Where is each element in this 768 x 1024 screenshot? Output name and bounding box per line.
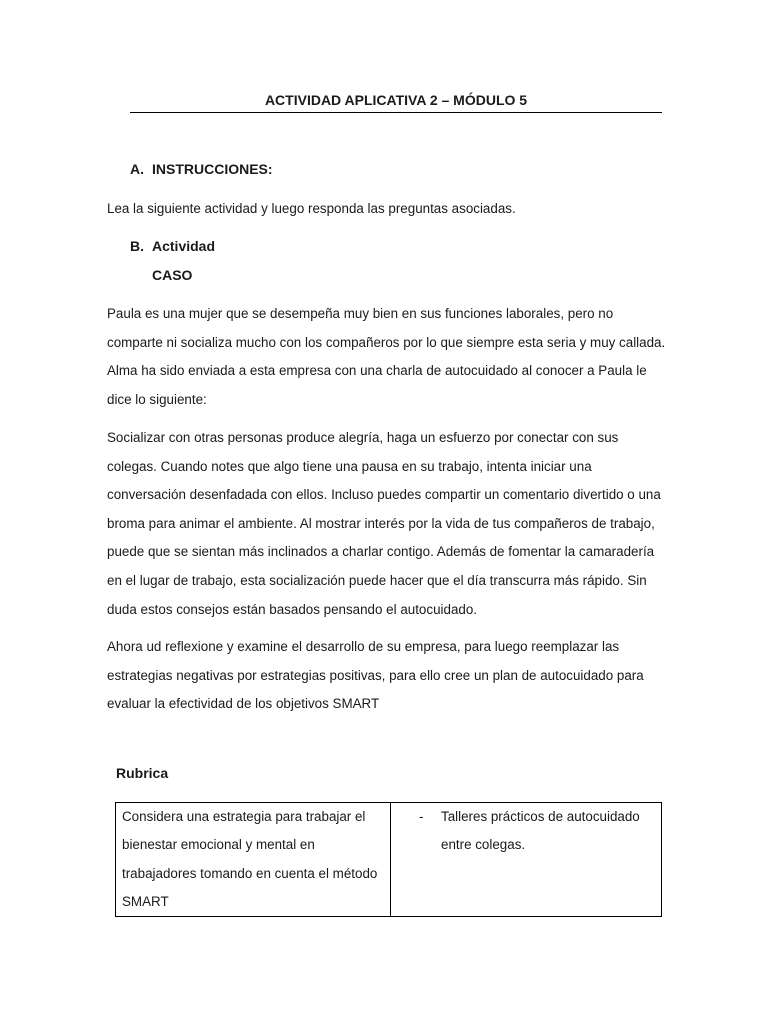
document-title: ACTIVIDAD APLICATIVA 2 – MÓDULO 5 bbox=[130, 92, 662, 113]
case-subheading: CASO bbox=[152, 267, 193, 283]
task-paragraph: Ahora ud reflexione y examine el desarrollo de su empresa, para luego reemplazar las estrategias negativas por estrategias positivas, para ello cree un plan de autocuidado para evaluar la efectividad de los objetivos SMART bbox=[107, 639, 644, 712]
rubric-title: Rubrica bbox=[116, 765, 169, 781]
instructions-text: Lea la siguiente actividad y luego responda las preguntas asociadas. bbox=[107, 201, 516, 216]
case-paragraph: Paula es una mujer que se desempeña muy bien en sus funciones laborales, pero no comparte ni socializa mucho con los compañeros por lo que siempre esta seria y muy callada. Alma ha sido enviada a esta empresa con una charla de autocuidado al conocer a Paula le dice lo siguiente: bbox=[107, 306, 666, 407]
rubric-response-cell bbox=[391, 803, 661, 916]
rubric-criterion-cell: Considera una estrategia para trabajar el bienestar emocional y mental en trabajadores tomando en cuenta el método SMART bbox=[116, 803, 391, 916]
bullet-dash: - bbox=[419, 809, 424, 824]
section-a-letter: A. bbox=[130, 161, 144, 177]
section-b-heading bbox=[130, 238, 215, 254]
rubric-table bbox=[115, 802, 662, 917]
section-a-title: INSTRUCCIONES: bbox=[152, 161, 273, 177]
section-a-heading bbox=[130, 161, 273, 177]
section-b-letter: B. bbox=[130, 238, 144, 254]
rubric-response-text: Talleres prácticos de autocuidado entre colegas. bbox=[441, 809, 640, 853]
section-b-title: Actividad bbox=[152, 238, 216, 254]
quote-paragraph: Socializar con otras personas produce alegría, haga un esfuerzo por conectar con sus colegas. Cuando notes que algo tiene una pausa en su trabajo, intenta iniciar una conversación desenfadada con ellos. Incluso puedes compartir un comentario divertido o una broma para animar el ambiente. Al mostrar interés por la vida de tus compañeros de trabajo, puede que se sientan más inclinados a charlar contigo. Además de fomentar la camaradería en el lugar de trabajo, esta socialización puede hacer que el día transcurra más rápido. Sin duda estos consejos están basados pensando el autocuidado. bbox=[107, 430, 661, 617]
